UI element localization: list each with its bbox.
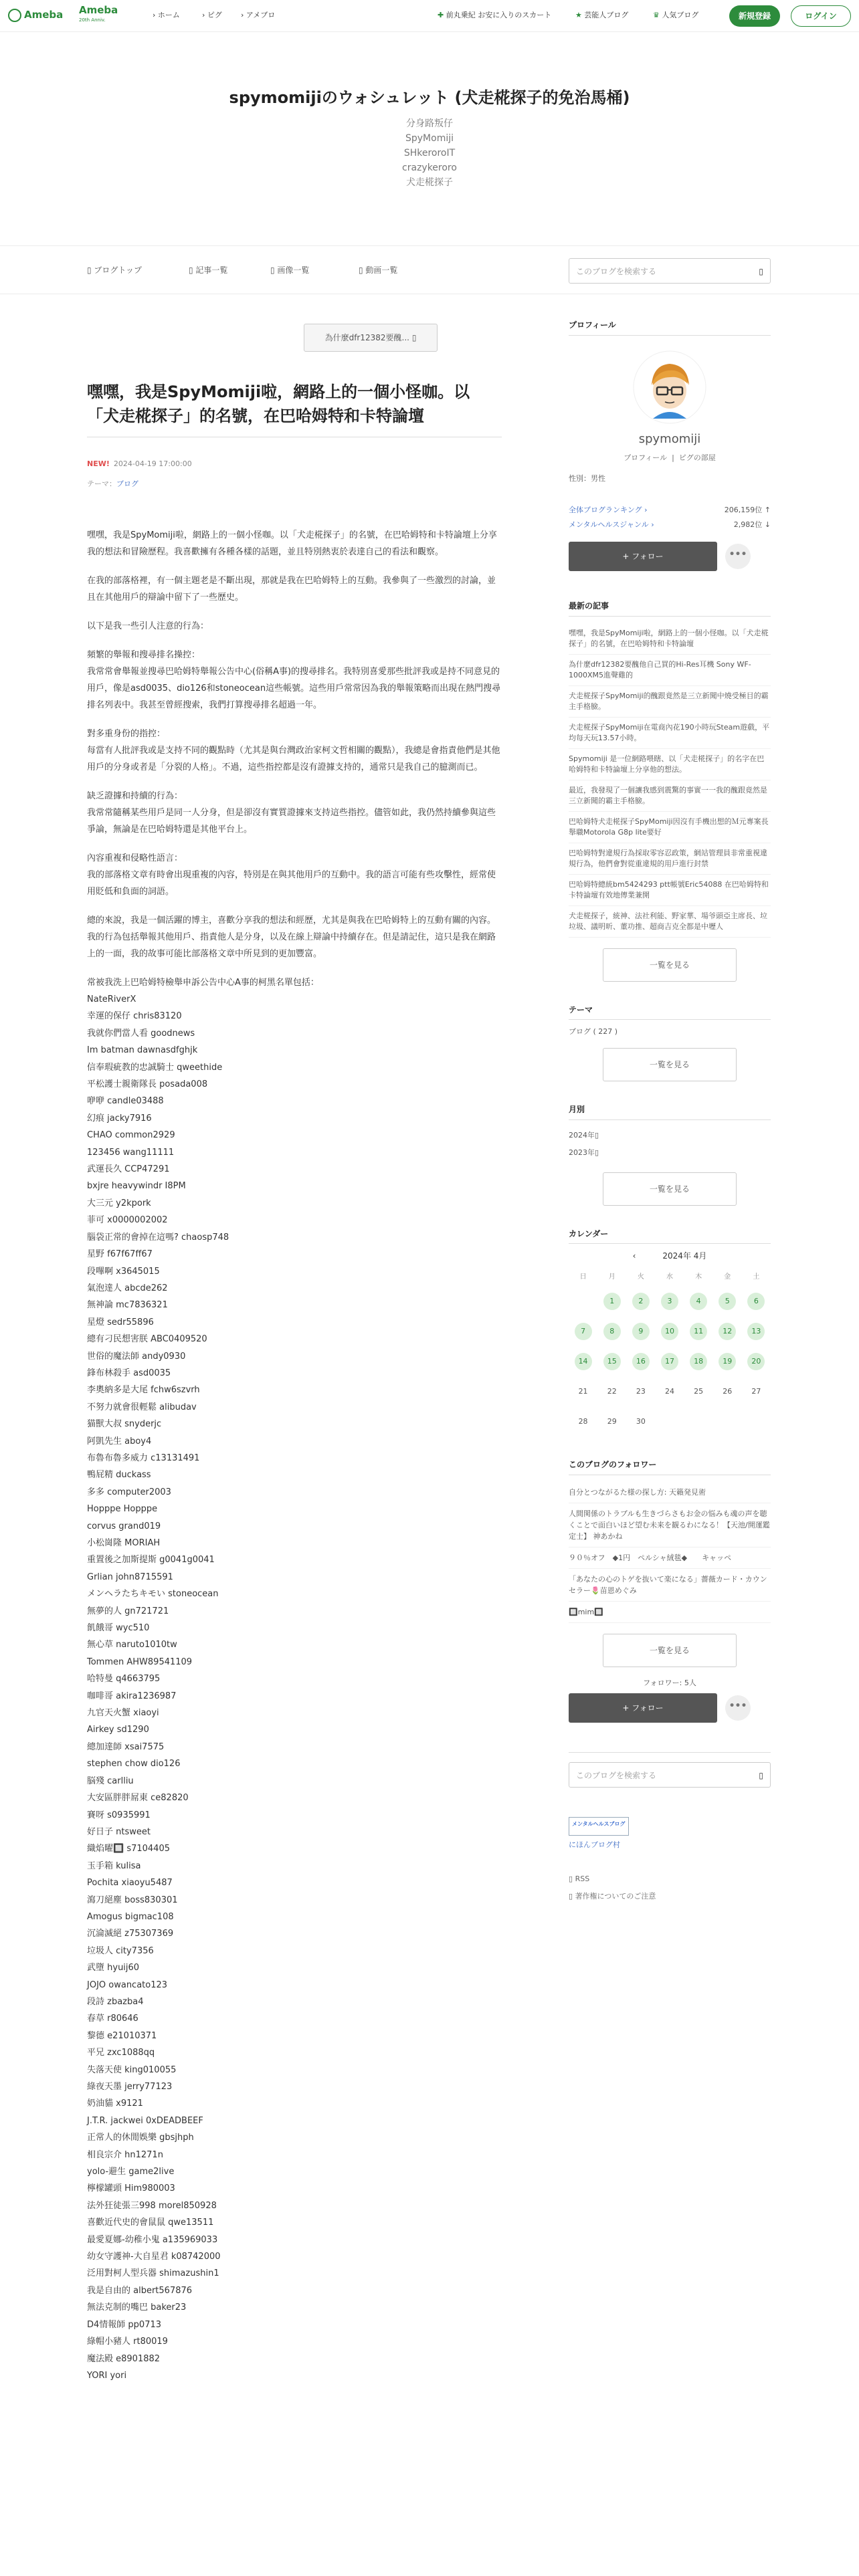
list-item: 鴨屁精 duckass bbox=[87, 1470, 151, 1481]
entry-date: 2024-04-19 17:00:00 bbox=[113, 459, 192, 468]
list-item: NateRiverX bbox=[87, 994, 136, 1004]
chevron-right-icon: › bbox=[644, 505, 648, 514]
rss-link[interactable]: ▯ RSS bbox=[569, 1874, 590, 1883]
day-number[interactable]: 12 bbox=[719, 1323, 736, 1340]
day-number[interactable]: 19 bbox=[719, 1353, 736, 1370]
name-list bbox=[87, 991, 502, 2384]
calendar-day bbox=[742, 1406, 771, 1436]
list-item: 黎德 e21010371 bbox=[87, 2030, 157, 2041]
list-item: CHAO common2929 bbox=[87, 1130, 175, 1141]
calendar-day[interactable] bbox=[655, 1316, 684, 1346]
list-item: 魔法殿 e8901882 bbox=[87, 2353, 161, 2364]
paragraph: 以下是我一些引人注意的行為： bbox=[87, 621, 209, 631]
calendar-day[interactable] bbox=[569, 1346, 597, 1376]
list-item: 綠帽小豬人 rt80019 bbox=[87, 2337, 168, 2347]
mental-health-badge[interactable]: メンタルヘルスブログ bbox=[569, 1817, 629, 1836]
day-number: 27 bbox=[751, 1386, 761, 1396]
list-item: YORI yori bbox=[87, 2370, 127, 2381]
entry-title[interactable]: 嘿嘿，我是SpyMomiji啦，網路上的一個小怪咖。以「犬走椛探子」的名號，在巴哈姆特和卡特論壇 bbox=[87, 383, 470, 425]
list-item: 我就你們當人看 goodnews bbox=[87, 1028, 195, 1039]
document-icon: ▯ bbox=[569, 1891, 573, 1901]
pig-room-link[interactable]: ピグの部屋 bbox=[678, 453, 716, 462]
paragraph: 對多重身份的指控： 每當有人批評我或是支持不同的觀點時（尤其是與台灣政治家柯文哲相關的觀點），我總是會指責他們是其他用戶的分身或者是「分裂的人格」。不過，這些指控都是沒有證據支持的，通常只是我自己的臆測而已。 bbox=[87, 729, 500, 772]
calendar-day[interactable] bbox=[597, 1316, 626, 1346]
list-item: 九官天火蟹 xiaoyi bbox=[87, 1708, 159, 1719]
list-item: 鋒布林殺手 asd0035 bbox=[87, 1368, 171, 1378]
side-search-section bbox=[569, 1752, 771, 1788]
list-item: 脳殘 carlliu bbox=[87, 1776, 134, 1786]
list-item: 喜歡近代史的會鼠鼠 qwe13511 bbox=[87, 2218, 214, 2228]
nav-image-list[interactable]: ▯ 画像一覧 bbox=[270, 265, 310, 275]
follower-link[interactable]: 人間関係のトラブルも生きづらさもお金の悩みも魂の声を聴くことで面白いほど望む未来を観るわになる！【天池/開運鑑定士】 神あかね bbox=[569, 1503, 771, 1547]
recent-entry-link[interactable]: 犬走椛探子SpyMomiji的醜跟竟然是三立新聞中燒受極目的霸主手格臉。 bbox=[569, 686, 771, 718]
list-item: 玉手箱 kulisa bbox=[87, 1860, 141, 1871]
list-item: J.T.R. jackwei 0xDEADBEEF bbox=[87, 2115, 203, 2126]
divider bbox=[569, 1119, 771, 1120]
day-number[interactable]: 18 bbox=[690, 1353, 707, 1370]
theme-section bbox=[569, 1004, 771, 1081]
calendar-day[interactable] bbox=[655, 1286, 684, 1316]
follower-link[interactable]: 自分とつながるた様の探し方: 天籟発見術 bbox=[569, 1482, 771, 1503]
recent-entry-link[interactable]: 最近，我發現了一個讓我感到震驚的事實一一我的醜跟竟然是三立新聞的霸主手格臉。 bbox=[569, 780, 771, 812]
calendar-day[interactable] bbox=[742, 1346, 771, 1376]
profile-link[interactable]: プロフィール bbox=[624, 453, 668, 462]
calendar-day bbox=[713, 1376, 742, 1406]
avatar[interactable] bbox=[633, 350, 706, 424]
calendar-day bbox=[626, 1406, 655, 1436]
day-number[interactable]: 15 bbox=[603, 1353, 621, 1370]
list-item: 檸檬罐頭 Him980003 bbox=[87, 2183, 175, 2194]
follow-row bbox=[569, 1693, 771, 1723]
footer-links bbox=[569, 1870, 771, 1905]
list-item: Tommen AHW89541109 bbox=[87, 1656, 193, 1667]
paragraph: 常被我洗上巴哈姆特檢舉申訴公告中心A事的柯黑名單包括： bbox=[87, 978, 319, 988]
list-item: 無夢的人 gn721721 bbox=[87, 1606, 169, 1616]
paragraph: 缺乏證據和持續的行為： 我常常隨稱某些用戶是同一人分身，但是卻沒有實質證據來支持這些指控。儘管如此，我仍然持續參與這些爭論，無論是在巴哈姆特還是其他平台上。 bbox=[87, 791, 496, 835]
list-item: 我是自由的 albert567876 bbox=[87, 2285, 193, 2296]
day-number[interactable]: 20 bbox=[747, 1353, 765, 1370]
recent-entry-link[interactable]: 為什麼dfr12382要醜他自己買的Hi-Res耳機 Sony WF-1000XM5進聲雞的 bbox=[569, 655, 771, 686]
list-item: 綠夜天墨 jerry77123 bbox=[87, 2082, 173, 2092]
follower-list bbox=[569, 1482, 771, 1623]
list-item: 猫獸大叔 snyderjc bbox=[87, 1419, 162, 1430]
list-item: 小松崗隆 MORIAH bbox=[87, 1538, 161, 1548]
blog-nav bbox=[0, 246, 859, 294]
list-item: Hopppe Hopppe bbox=[87, 1504, 158, 1515]
calendar-week bbox=[569, 1376, 771, 1406]
calendar-heading: カレンダー bbox=[569, 1228, 609, 1239]
list-item: 平兄 zxc1088qq bbox=[87, 2048, 155, 2058]
month-item[interactable]: 2024年▯ bbox=[569, 1130, 599, 1140]
calendar-day bbox=[742, 1376, 771, 1406]
plus-icon: ✚ bbox=[438, 11, 444, 19]
day-number[interactable]: 2 bbox=[632, 1293, 650, 1310]
calendar-day bbox=[684, 1376, 713, 1406]
day-number[interactable]: 17 bbox=[661, 1353, 678, 1370]
register-button[interactable]: 新規登録 bbox=[729, 5, 780, 27]
divider bbox=[569, 335, 771, 336]
nav-entry-list[interactable]: ▯ 記事一覧 bbox=[189, 265, 228, 275]
list-item: 不努力就會很輕鬆 alibudav bbox=[87, 1402, 197, 1412]
copyright-notice-link[interactable]: ▯ 著作権についてのご注意 bbox=[569, 1891, 656, 1901]
calendar-day[interactable] bbox=[655, 1346, 684, 1376]
list-item: 布魯布魯多威力 c13131491 bbox=[87, 1453, 200, 1463]
entry-body bbox=[87, 527, 502, 2384]
calendar-day[interactable] bbox=[742, 1286, 771, 1316]
new-badge: NEW! bbox=[87, 459, 110, 468]
rank-overall: 全体ブログランキング › 206,159位 ↑ bbox=[569, 505, 771, 514]
calendar-day bbox=[569, 1376, 597, 1406]
list-item: 法外狂徒張三998 morel850928 bbox=[87, 2200, 217, 2211]
divider bbox=[569, 1243, 771, 1244]
day-number[interactable]: 6 bbox=[747, 1293, 765, 1310]
recent-entry-link[interactable]: 犬走椛探子SpyMomiji在電商內花190小時玩Steam遊戲，平均每天玩13.57小時。 bbox=[569, 718, 771, 749]
list-item: 失落天使 king010055 bbox=[87, 2064, 177, 2075]
list-item: 幼女守護神-大自星君 k08742000 bbox=[87, 2252, 221, 2262]
blog-title[interactable]: spymomijiのウォシュレット (犬走椛探子的免治馬桶) bbox=[229, 88, 630, 107]
paragraph: 頻繁的舉報和搜尋排名操控： 我常常會舉報並搜尋巴哈姆特舉報公告中心(俗稱A事)的搜尋排名。我特別喜愛那些批評我或是持不同意見的用戶，像是asd0035、dio126和stoneocean這些帳號。這些用戶常常因為我的舉報策略而出現在熱門搜尋排名列表中。我甚至曾經搜索，我們打算搜尋排名超過一年。 bbox=[87, 650, 501, 710]
list-item: Pochita xiaoyu5487 bbox=[87, 1878, 173, 1889]
day-number[interactable]: 1 bbox=[603, 1293, 621, 1310]
entry-theme: テーマ：ブログ bbox=[87, 479, 138, 488]
blog-description: 分身路叛仔 SpyMomiji SHkeroroIT crazykeroro 犬走椛探子 bbox=[402, 118, 457, 188]
list-item: メンヘラたちキモい stoneocean bbox=[87, 1589, 219, 1600]
list-item: 賽呀 s0935991 bbox=[87, 1810, 151, 1820]
list-item: 相良宗介 hn1271n bbox=[87, 2149, 163, 2160]
paragraph: 嘿嘿，我是SpyMomiji啦，網路上的一個小怪咖。以「犬走椛探子」的名號，在巴哈姆特和卡特論壇上分享我的想法和冒險歷程。我喜歡擁有各種各樣的話題，並且特別熱衷於表達自己的看法和觀察。 bbox=[87, 530, 497, 557]
day-number: 25 bbox=[694, 1386, 704, 1396]
calendar-day[interactable] bbox=[569, 1316, 597, 1346]
recent-entry-link[interactable]: 巴哈姆特總統bm5424293 ptt帳號Eric54088 在巴哈姆特和卡特論壇有效地傳業兼開 bbox=[569, 875, 771, 906]
paragraph: 內容重複和侵略性語言： 我的部落格文章有時會出現重複的內容，特別是在與其他用戶的互動中。我的語言可能有些攻擊性，經常使用貶低和負面的詞語。 bbox=[87, 853, 496, 897]
calendar-section bbox=[569, 1228, 771, 1437]
day-number[interactable]: 7 bbox=[575, 1323, 592, 1340]
weekday-label: 金 bbox=[724, 1273, 731, 1281]
list-item: 多多 computer2003 bbox=[87, 1487, 171, 1497]
follow-button[interactable]: + フォロー bbox=[569, 1693, 717, 1723]
calendar-weekdays bbox=[569, 1269, 771, 1286]
rss-icon: ▯ bbox=[569, 1874, 573, 1883]
calendar-day bbox=[655, 1406, 684, 1436]
list-item: 菲可 x0000002002 bbox=[87, 1215, 168, 1226]
chevron-right-icon: ▯ bbox=[411, 333, 417, 342]
list-item: 總加達師 xsai7575 bbox=[87, 1741, 165, 1752]
calendar-day bbox=[597, 1376, 626, 1406]
ranking bbox=[569, 503, 771, 532]
list-item: 星燈 sedr55896 bbox=[87, 1317, 154, 1327]
list-item: 最愛夏娜-幼稚小鬼 a135969033 bbox=[87, 2234, 218, 2245]
list-item: corvus grand019 bbox=[87, 1521, 161, 1531]
list-item: 段詩 zbazba4 bbox=[87, 1996, 144, 2007]
day-number[interactable]: 16 bbox=[632, 1353, 650, 1370]
theme-item[interactable]: ブログ ( 227 ) bbox=[569, 1027, 618, 1037]
avatar-image bbox=[633, 350, 706, 424]
recent-more-button[interactable]: 一覧を見る bbox=[603, 948, 737, 982]
ranking-badge[interactable] bbox=[569, 1817, 771, 1850]
list-item: 無法克制的嘴巴 baker23 bbox=[87, 2302, 187, 2313]
side-search-input[interactable]: このブログを検索する ▯ bbox=[569, 1762, 771, 1788]
entry-meta bbox=[87, 459, 192, 469]
calendar-day bbox=[569, 1406, 597, 1436]
weekday-label: 水 bbox=[666, 1273, 673, 1281]
calendar-day[interactable] bbox=[684, 1286, 713, 1316]
weekday-label: 火 bbox=[637, 1273, 644, 1281]
search-icon[interactable]: ▯ bbox=[759, 267, 763, 276]
day-number[interactable]: 13 bbox=[747, 1323, 765, 1340]
weekday-label: 日 bbox=[579, 1273, 587, 1281]
top-bar bbox=[0, 0, 859, 32]
nav-video-list[interactable]: ▯ 動画一覧 bbox=[359, 265, 398, 275]
prev-entry-button[interactable]: 為什麼dfr12382要醜... ▯ bbox=[304, 324, 438, 352]
nav-blog-top[interactable]: ▯ ブログトップ bbox=[87, 265, 142, 275]
theme-heading: テーマ bbox=[569, 1004, 593, 1014]
calendar-title: ‹ 2024年 4月 bbox=[632, 1251, 707, 1261]
follower-link[interactable]: 「あなたの心のトゲを抜いて楽になる」薔薇カード・カウンセラー🌷苗恩めぐみ bbox=[569, 1569, 771, 1602]
follower-count: フォロワー: 5人 bbox=[643, 1678, 696, 1687]
list-item: 好日子 ntsweet bbox=[87, 1826, 151, 1837]
list-item: 總有刁民想害朕 ABC0409520 bbox=[87, 1334, 207, 1345]
paragraph: 總的來說，我是一個活躍的博主，喜歡分享我的想法和經歷，尤其是與我在巴哈姆特上的互動有關的內容。我的行為包括舉報其他用戶、指責他人是分身，以及在線上辯論中持續存在。但是請記住，這只是我在網路上的一面，我的故事可能比部落格文章中所見到的更加豐富。 bbox=[87, 916, 496, 959]
day-number[interactable]: 8 bbox=[603, 1323, 621, 1340]
nav-home[interactable]: › ホーム bbox=[153, 11, 180, 19]
ameba-logo[interactable]: Ameba bbox=[8, 8, 63, 22]
celebrity-blog-link[interactable]: ★ 芸能人ブログ bbox=[575, 11, 629, 19]
calendar-day[interactable] bbox=[742, 1316, 771, 1346]
list-item: Airkey sd1290 bbox=[87, 1725, 149, 1735]
list-item: 幸運的保仔 chris83120 bbox=[87, 1011, 182, 1022]
day-number: 23 bbox=[636, 1386, 646, 1396]
recent-entry-link[interactable]: 嘿嘿，我是SpyMomiji啦，網路上的一個小怪咖。以「犬走椛探子」的名號，在巴哈姆特和卡特論壇 bbox=[569, 623, 771, 655]
recent-heading: 最新の記事 bbox=[569, 601, 609, 611]
list-item: Im batman dawnasdfghjk bbox=[87, 1045, 198, 1056]
list-item: 重置後之加斯提斯 g0041g0041 bbox=[87, 1555, 215, 1566]
paragraph: 在我的部落格裡，有一個主題老是不斷出現，那就是我在巴哈姆特上的互動。我參與了一些激烈的討論，並且在其他用戶的辯論中留下了一些歷史。 bbox=[87, 576, 496, 603]
recent-list bbox=[569, 623, 771, 938]
day-number: 21 bbox=[578, 1386, 588, 1396]
crown-icon: ♛ bbox=[653, 11, 660, 19]
follow-row bbox=[569, 542, 771, 571]
calendar-week bbox=[569, 1406, 771, 1436]
list-item: 咿咿 candle03488 bbox=[87, 1096, 164, 1107]
recent-section bbox=[569, 601, 771, 982]
calendar-day bbox=[684, 1406, 713, 1436]
divider bbox=[569, 616, 771, 617]
calendar-day[interactable] bbox=[626, 1286, 655, 1316]
list-item: 平松護士親衛隊長 posada008 bbox=[87, 1079, 208, 1090]
follower-section bbox=[569, 1459, 771, 1723]
list-item: stephen chow dio126 bbox=[87, 1759, 181, 1769]
day-number[interactable]: 5 bbox=[719, 1293, 736, 1310]
calendar-day[interactable] bbox=[713, 1346, 742, 1376]
calendar-week bbox=[569, 1346, 771, 1376]
day-number: 24 bbox=[664, 1386, 674, 1396]
ameba-anniv-logo[interactable]: Ameba 20th Anniv. bbox=[79, 4, 118, 23]
list-item: 世俗的魔法師 andy0930 bbox=[87, 1351, 186, 1362]
day-number[interactable]: 14 bbox=[575, 1353, 592, 1370]
list-item: 泛用對柯人型兵器 shimazushin1 bbox=[87, 2268, 219, 2279]
calendar-week bbox=[569, 1286, 771, 1316]
list-item: 星野 f67f67ff67 bbox=[87, 1249, 153, 1260]
profile-name[interactable]: spymomiji bbox=[638, 431, 701, 446]
star-icon: ★ bbox=[575, 11, 582, 19]
list-item: 垃圾人 city7356 bbox=[87, 1945, 154, 1956]
day-number[interactable]: 3 bbox=[661, 1293, 678, 1310]
list-item: D4情報師 pp0713 bbox=[87, 2319, 162, 2330]
day-number[interactable]: 10 bbox=[661, 1323, 678, 1340]
list-item: 飢餓哥 wyc510 bbox=[87, 1623, 150, 1634]
profile-heading: プロフィール bbox=[569, 320, 616, 330]
calendar-day[interactable] bbox=[597, 1346, 626, 1376]
recent-entry-link[interactable]: 巴哈姆特犬走椛探子SpyMomiji因沒有手機出想的Ｍ元專案長舉職Motorola G8p lite要好 bbox=[569, 812, 771, 843]
follower-heading: このブログのフォロワー bbox=[569, 1460, 657, 1470]
chevron-left-icon[interactable]: ‹ bbox=[632, 1251, 636, 1261]
day-number[interactable]: 11 bbox=[690, 1323, 707, 1340]
calendar-day[interactable] bbox=[713, 1316, 742, 1346]
blog-header bbox=[0, 32, 859, 246]
login-button[interactable]: ログイン bbox=[791, 5, 851, 27]
follower-link[interactable]: ９０％オフ ◆1円 ペルシャ絨毯◆ キャッペ bbox=[569, 1547, 771, 1569]
list-item: 李奧納多是大尾 fchw6szvrh bbox=[87, 1385, 200, 1396]
calendar-day[interactable] bbox=[684, 1346, 713, 1376]
search-icon[interactable]: ▯ bbox=[759, 1771, 763, 1781]
list-item: Grlian john8715591 bbox=[87, 1572, 173, 1582]
calendar-day[interactable] bbox=[597, 1286, 626, 1316]
month-heading: 月別 bbox=[569, 1104, 585, 1114]
weekday-label: 木 bbox=[695, 1273, 702, 1281]
month-item[interactable]: 2023年▯ bbox=[569, 1148, 599, 1157]
list-item: 段嗶啊 x3645015 bbox=[87, 1266, 160, 1277]
list-item: 腦袋正常的會掉在這嗎? chaosp748 bbox=[87, 1232, 229, 1243]
calendar-day[interactable] bbox=[626, 1316, 655, 1346]
day-number[interactable]: 9 bbox=[632, 1323, 650, 1340]
theme-link[interactable]: ブログ bbox=[116, 479, 138, 488]
popular-blog-link[interactable]: ♛ 人気ブログ bbox=[653, 11, 699, 19]
profile-links: プロフィール | ピグの部屋 bbox=[624, 453, 716, 462]
more-icon[interactable]: ••• bbox=[725, 544, 751, 569]
calendar bbox=[569, 1269, 771, 1436]
rank-genre: メンタルヘルスジャンル › 2,982位 ↓ bbox=[569, 520, 771, 529]
list-item: bxjre heavywindr I8PM bbox=[87, 1181, 186, 1192]
day-number: 28 bbox=[578, 1416, 588, 1426]
profile-sex: 性別：男性 bbox=[569, 474, 605, 484]
list-item: 正常人的休閒娛樂 gbsjhph bbox=[87, 2133, 194, 2143]
list-item: 織焰曜🔲 s7104405 bbox=[87, 1844, 170, 1854]
list-item: 無神論 mc7836321 bbox=[87, 1300, 168, 1311]
calendar-day bbox=[569, 1286, 597, 1316]
nav-ameblo[interactable]: › アメブロ bbox=[241, 11, 276, 19]
list-item: 哈特曼 q4663795 bbox=[87, 1674, 161, 1685]
calendar-day[interactable] bbox=[713, 1286, 742, 1316]
divider bbox=[569, 1752, 771, 1753]
list-item: JOJO owancato123 bbox=[87, 1979, 168, 1990]
day-number: 29 bbox=[607, 1416, 617, 1426]
chevron-right-icon: › bbox=[651, 520, 654, 529]
list-item: Amogus bigmac108 bbox=[87, 1911, 174, 1922]
follower-link[interactable]: 🔲mim🔲 bbox=[569, 1602, 771, 1623]
list-item: 春草 r80646 bbox=[87, 2014, 138, 2024]
recent-entry-link[interactable]: 犬走椛探子，統神、法社利能、野家華、場爷頭亞主席長、垃垃圾、議明昕、董功推、超商吉克全都是中壢人 bbox=[569, 906, 771, 938]
weekday-label: 月 bbox=[608, 1273, 615, 1281]
recent-entry-link[interactable]: Spymomiji 是一位網路喂瞎、以「犬走椛探子」的名字在巴哈姆特和卡特論壇上分享他的想法。 bbox=[569, 749, 771, 780]
list-item: 咖啡哥 akira1236987 bbox=[87, 1691, 177, 1701]
nihon-blog-mura-link[interactable]: にほんブログ村 bbox=[569, 1840, 620, 1850]
list-item: 沉淪滅絕 z75307369 bbox=[87, 1929, 174, 1939]
list-item: 大三元 y2kpork bbox=[87, 1198, 151, 1208]
list-item: 幻痕 jacky7916 bbox=[87, 1113, 152, 1123]
day-number: 26 bbox=[723, 1386, 733, 1396]
day-number[interactable]: 4 bbox=[690, 1293, 707, 1310]
weekday-label: 土 bbox=[753, 1273, 760, 1281]
list-item: 信奉瑕疵教的忠誠騎士 qweethide bbox=[87, 1062, 223, 1073]
month-more-button[interactable]: 一覧を見る bbox=[603, 1172, 737, 1206]
list-item: 阿凱先生 aboy4 bbox=[87, 1436, 152, 1446]
calendar-day[interactable] bbox=[684, 1316, 713, 1346]
recent-entry-link[interactable]: 巴哈姆特對違規行為採取零容忍政策，網站管理員非常重視違規行為，他們會對從重違規的用戶進行封禁 bbox=[569, 843, 771, 875]
follow-button[interactable]: + フォロー bbox=[569, 542, 717, 571]
calendar-day bbox=[713, 1406, 742, 1436]
calendar-day bbox=[655, 1376, 684, 1406]
theme-more-button[interactable]: 一覧を見る bbox=[603, 1048, 737, 1081]
calendar-day bbox=[597, 1406, 626, 1436]
list-item: 123456 wang11111 bbox=[87, 1147, 175, 1158]
list-item: 大安區胖胖屌東 ce82820 bbox=[87, 1793, 189, 1804]
list-item: 瀉刀絕塵 boss830301 bbox=[87, 1895, 178, 1905]
follower-more-button[interactable]: 一覧を見る bbox=[603, 1634, 737, 1667]
nav-pig[interactable]: › ピグ bbox=[202, 11, 222, 19]
list-item: 奶油貓 x9121 bbox=[87, 2099, 143, 2109]
calendar-week bbox=[569, 1316, 771, 1346]
list-item: 武墮 hyuij60 bbox=[87, 1963, 140, 1973]
notice-link[interactable]: ✚ 前丸乗紀 お安に入りのスカート bbox=[438, 11, 552, 19]
calendar-day bbox=[626, 1376, 655, 1406]
list-item: yolo-避生 game2live bbox=[87, 2167, 175, 2177]
blog-search-input[interactable]: このブログを検索する ▯ bbox=[569, 258, 771, 284]
list-item: 無心草 naruto1010tw bbox=[87, 1640, 177, 1650]
list-item: 氣泡達人 abcde262 bbox=[87, 1283, 168, 1293]
divider bbox=[569, 1019, 771, 1020]
list-item: 武運長久 CCP47291 bbox=[87, 1164, 170, 1175]
day-number: 22 bbox=[607, 1386, 617, 1396]
calendar-day[interactable] bbox=[626, 1346, 655, 1376]
day-number: 30 bbox=[636, 1416, 646, 1426]
ameba-logo-icon bbox=[8, 9, 21, 22]
sidebar bbox=[569, 320, 771, 1905]
more-icon[interactable]: ••• bbox=[725, 1695, 751, 1721]
month-section bbox=[569, 1104, 771, 1206]
